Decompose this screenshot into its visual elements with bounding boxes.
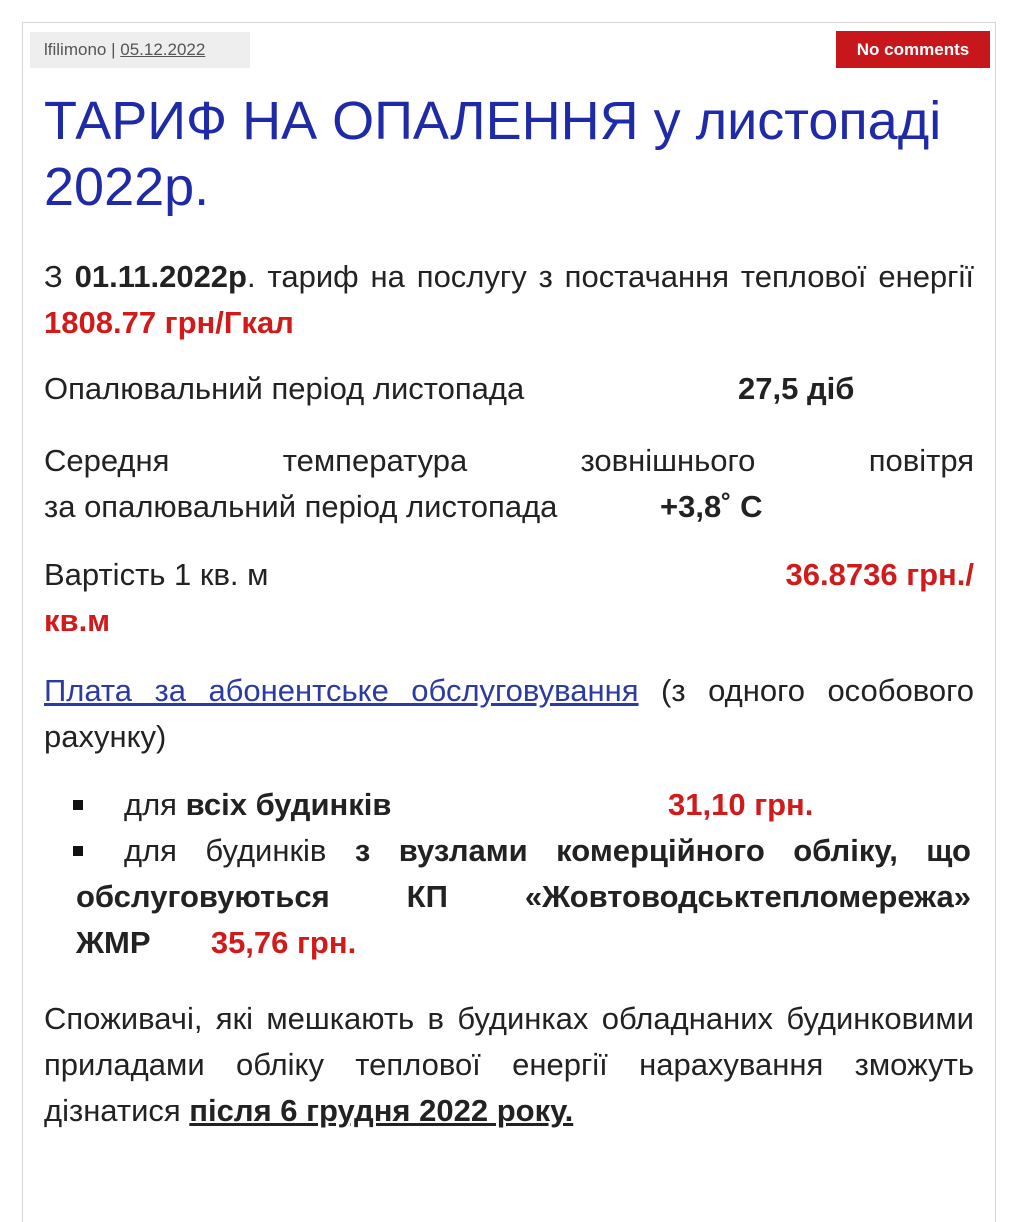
temp-line-1: Середня температура зовнішнього повітря bbox=[44, 443, 974, 478]
bullet-bold: з вузлами комерційного обліку, що обслуговуються КП «Жовтоводськтепломережа» ЖМР bbox=[76, 833, 971, 960]
meta-separator: | bbox=[111, 40, 116, 59]
fee-paragraph bbox=[44, 668, 974, 760]
bullet-bold: всіх будинків bbox=[185, 787, 392, 822]
bullet-icon bbox=[73, 846, 83, 856]
temp-label: за опалювальний період листопада bbox=[44, 489, 558, 524]
post-meta bbox=[30, 32, 250, 68]
author-link[interactable]: lfilimono bbox=[44, 40, 107, 59]
cost-value: 36.8736 грн./ bbox=[785, 557, 974, 592]
bullet-text: для будинків bbox=[124, 833, 355, 868]
period-value: 27,5 діб bbox=[738, 371, 855, 406]
temp-line-2 bbox=[44, 484, 974, 530]
post-date-link[interactable]: 05.12.2022 bbox=[120, 40, 206, 59]
tariff-paragraph bbox=[44, 254, 974, 346]
cost-row bbox=[44, 552, 974, 598]
tariff-date: 01.11.2022р bbox=[74, 259, 247, 294]
period-row bbox=[44, 366, 974, 412]
tariff-price: 1808.77 грн/Гкал bbox=[44, 305, 294, 340]
bullet-price: 35,76 грн. bbox=[210, 925, 357, 960]
bullet-icon bbox=[73, 800, 83, 810]
cost-unit: кв.м bbox=[44, 603, 111, 638]
fee-link[interactable]: Плата за абонентське обслуговування bbox=[44, 673, 639, 708]
page-title: ТАРИФ НА ОПАЛЕННЯ у листопаді 2022р. bbox=[44, 91, 942, 217]
bullet-text: для bbox=[124, 787, 186, 822]
fee-text: (з одного особового рахунку) bbox=[44, 673, 974, 754]
comments-button[interactable]: No comments bbox=[836, 31, 990, 68]
period-label: Опалювальний період листопада bbox=[44, 371, 525, 406]
cost-label: Вартість 1 кв. м bbox=[44, 557, 269, 592]
final-date: після 6 грудня 2022 року. bbox=[189, 1093, 574, 1128]
tariff-text-b: . тариф на послугу з постачання теплової енергії bbox=[247, 259, 974, 294]
bullet-price: 31,10 грн. bbox=[668, 787, 814, 822]
tariff-text-a: З bbox=[44, 259, 75, 294]
list-item bbox=[76, 828, 971, 966]
final-text: Споживачі, які мешкають в будинках обладнаних будинковими приладами обліку теплової енергії нарахування зможуть дізнатися bbox=[44, 1001, 974, 1128]
temp-value: +3,8˚ С bbox=[660, 489, 763, 524]
final-paragraph bbox=[44, 996, 974, 1134]
